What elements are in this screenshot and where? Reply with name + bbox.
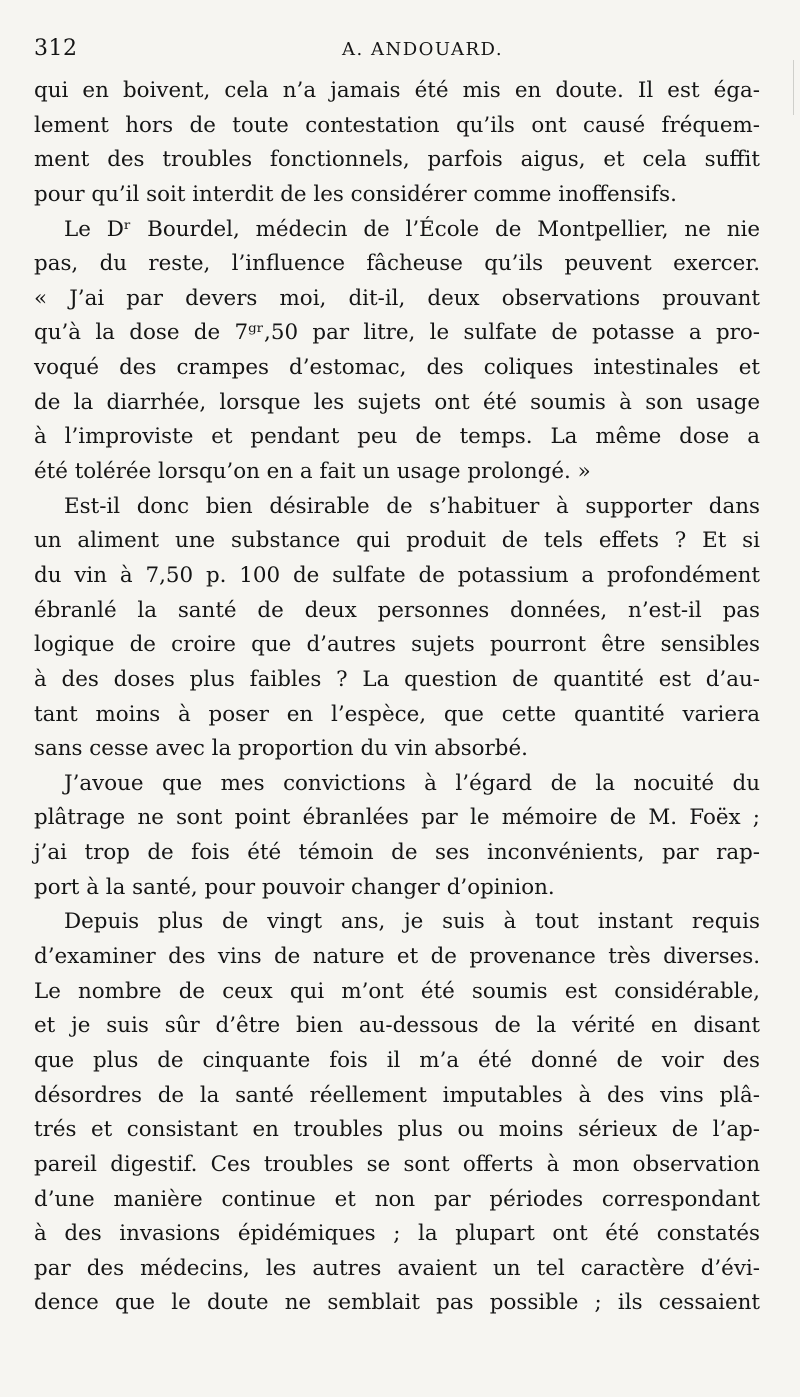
text-line: à des invasions épidémiques ; la plupart ont été constatés — [34, 1221, 760, 1247]
text-line: qu’à la dose de 7ᵍʳ,50 par litre, le sulfate de potasse a pro- — [34, 320, 760, 346]
text-line: par des médecins, les autres avaient un tel caractère d’évi- — [34, 1255, 760, 1281]
text-line: ébranlé la santé de deux personnes données, n’est-il pas — [34, 597, 760, 623]
text-line: Le nombre de ceux qui m’ont été soumis est considérable, — [34, 978, 760, 1004]
body-text — [34, 74, 760, 1321]
text-line: d’une manière continue et non par périodes correspondant — [34, 1186, 760, 1212]
page-number: 312 — [34, 36, 78, 61]
text-line: à des doses plus faibles ? La question de quantité est d’au- — [34, 666, 760, 692]
text-line: et je suis sûr d’être bien au-dessous de la vérité en disant — [34, 1013, 760, 1039]
text-line: d’examiner des vins de nature et de provenance très diverses. — [34, 944, 760, 970]
text-line: de la diarrhée, lorsque les sujets ont été soumis à son usage — [34, 389, 760, 415]
text-line: qui en boivent, cela n’a jamais été mis en doute. Il est éga- — [34, 78, 760, 103]
text-line: ment des troubles fonctionnels, parfois aigus, et cela suffit — [34, 147, 760, 173]
text-line: plâtrage ne sont point ébranlées par le mémoire de M. Foëx ; — [34, 805, 760, 831]
text-line: pareil digestif. Ces troubles se sont offerts à mon observation — [34, 1151, 760, 1177]
text-line: j’ai trop de fois été témoin de ses inconvénients, par rap- — [34, 840, 760, 866]
text-line: tant moins à poser en l’espèce, que cette quantité variera — [34, 701, 760, 727]
text-line: Est-il donc bien désirable de s’habituer à supporter dans — [64, 493, 760, 519]
text-line: que plus de cinquante fois il m’a été donné de voir des — [34, 1047, 760, 1073]
text-line: désordres de la santé réellement imputables à des vins plâ- — [34, 1082, 760, 1108]
text-line: dence que le doute ne semblait pas possible ; ils cessaient — [34, 1290, 760, 1316]
text-line: pour qu’il soit interdit de les considérer comme inoffensifs. — [34, 181, 677, 207]
text-line: Depuis plus de vingt ans, je suis à tout instant requis — [64, 909, 760, 935]
page-header — [34, 36, 760, 62]
text-line: été tolérée lorsqu’on en a fait un usage prolongé. » — [34, 459, 591, 485]
text-line: sans cesse avec la proportion du vin absorbé. — [34, 736, 528, 762]
text-line: trés et consistant en troubles plus ou moins sérieux de l’ap- — [34, 1117, 760, 1143]
text-line: logique de croire que d’autres sujets pourront être sensibles — [34, 632, 760, 658]
text-line: du vin à 7,50 p. 100 de sulfate de potassium a profondément — [34, 562, 760, 588]
text-line: « J’ai par devers moi, dit-il, deux observations prouvant — [34, 285, 760, 311]
text-line: un aliment une substance qui produit de tels effets ? Et si — [34, 528, 760, 554]
text-line: Le Dʳ Bourdel, médecin de l’École de Montpellier, ne nie — [64, 216, 760, 242]
text-line: J’avoue que mes convictions à l’égard de la nocuité du — [64, 770, 760, 796]
page-edge-mark — [793, 60, 794, 115]
running-head: A. ANDOUARD. — [342, 39, 504, 60]
text-line: port à la santé, pour pouvoir changer d’opinion. — [34, 874, 555, 900]
text-line: pas, du reste, l’influence fâcheuse qu’ils peuvent exercer. — [34, 251, 760, 277]
text-line: voqué des crampes d’estomac, des coliques intestinales et — [34, 355, 760, 381]
text-line: à l’improviste et pendant peu de temps. La même dose a — [34, 424, 760, 450]
text-line: lement hors de toute contestation qu’ils ont causé fréquem- — [34, 112, 760, 138]
